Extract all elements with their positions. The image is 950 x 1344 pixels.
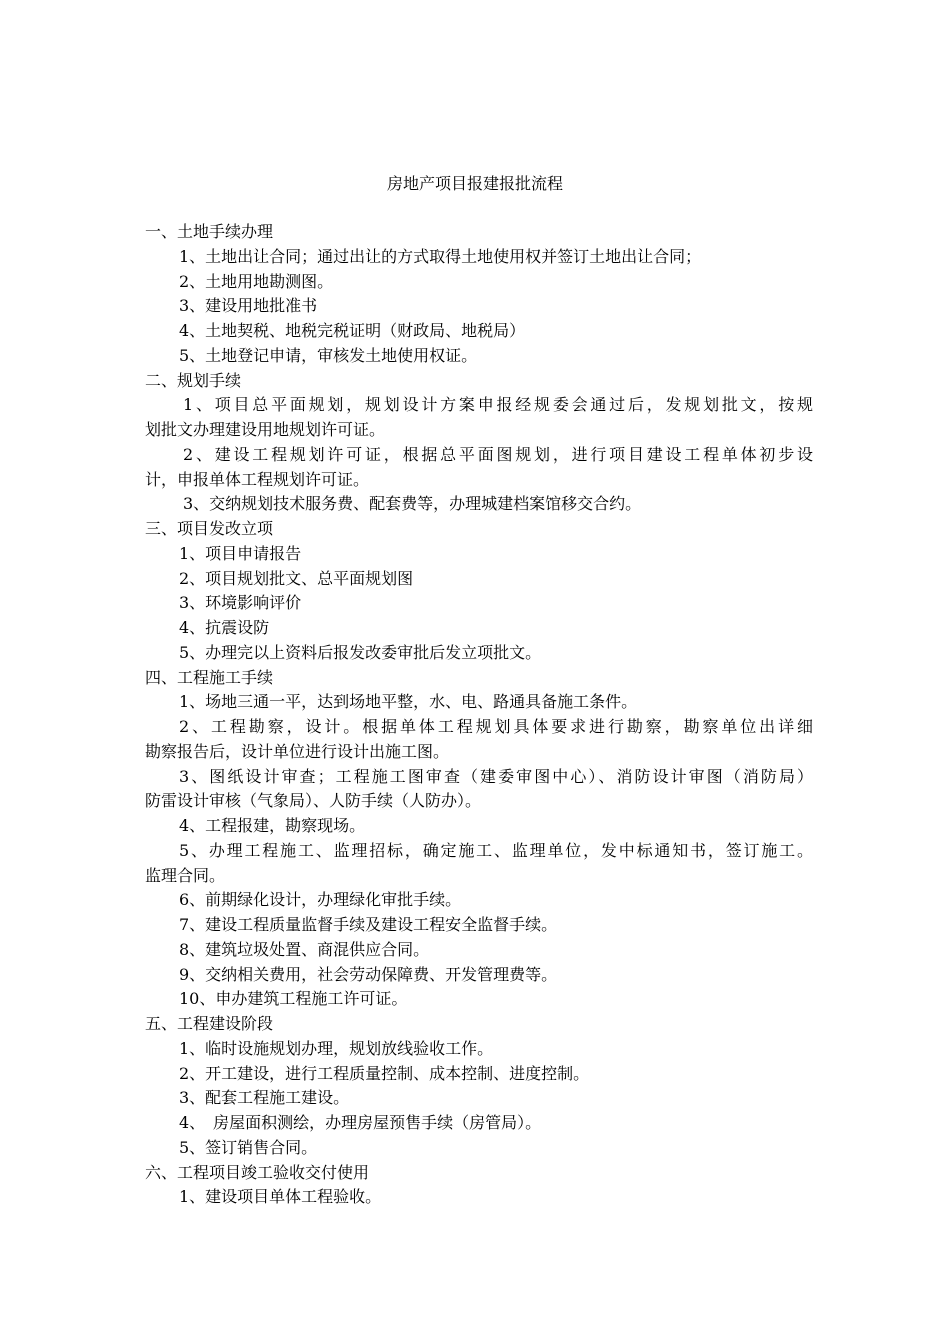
list-item: 1、建设项目单体工程验收。 (179, 1187, 382, 1207)
section-heading: 五、工程建设阶段 (145, 1014, 274, 1033)
list-item: 4、 房屋面积测绘，办理房屋预售手续（房管局）。 (179, 1113, 542, 1132)
list-item: 5、土地登记申请，审核发土地使用权证。 (179, 345, 478, 365)
section-heading: 四、工程施工手续 (145, 667, 274, 687)
list-item: 8、建筑垃圾处置、商混供应合同。 (179, 939, 430, 959)
list-item: 3、环境影响评价 (179, 593, 302, 613)
list-item: 9、交纳相关费用，社会劳动保障费、开发管理费等。 (179, 964, 558, 984)
list-item: 7、建设工程质量监督手续及建设工程安全监督手续。 (179, 915, 558, 934)
list-item: 10、申办建筑工程施工许可证。 (179, 989, 408, 1009)
list-item: 1、场地三通一平，达到场地平整，水、电、路通具备施工条件。 (179, 692, 638, 712)
list-item: 2、项目规划批文、总平面规划图 (179, 568, 414, 588)
list-item: 2、开工建设，进行工程质量控制、成本控制、进度控制。 (179, 1063, 590, 1083)
list-item: 4、抗震设防 (179, 618, 270, 637)
list-item: 4、土地契税、地税完税证明（财政局、地税局） (179, 321, 526, 340)
list-item-continuation: 勘察报告后，设计单位进行设计出施工图。 (145, 741, 450, 761)
list-item: 1、项目申请报告 (179, 543, 302, 563)
list-item: 5、办理工程施工、监理招标，确定施工、监理单位，发中标通知书，签订施工。 (179, 840, 813, 860)
section-heading: 三、项目发改立项 (145, 519, 274, 538)
section-heading: 六、工程项目竣工验收交付使用 (145, 1162, 370, 1182)
list-item-continuation: 防雷设计审核（气象局）、人防手续（人防办）。 (145, 791, 482, 811)
list-item: 5、办理完以上资料后报发改委审批后发立项批文。 (179, 642, 542, 662)
list-item: 2、建设工程规划许可证，根据总平面图规划，进行项目建设工程单体初步设 (183, 444, 813, 464)
list-item-continuation: 监理合同。 (145, 865, 226, 885)
list-item: 2、工程勘察，设计。根据单体工程规划具体要求进行勘察，勘察单位出详细 (179, 717, 813, 736)
list-item: 1、土地出让合同；通过出让的方式取得土地使用权并签订土地出让合同； (179, 246, 702, 266)
section-heading: 二、规划手续 (145, 370, 242, 390)
list-item: 3、图纸设计审查；工程施工图审查（建委审图中心）、消防设计审图（消防局） (179, 766, 813, 786)
list-item: 3、交纳规划技术服务费、配套费等，办理城建档案馆移交合约。 (183, 494, 642, 514)
list-item: 4、工程报建，勘察现场。 (179, 816, 366, 835)
list-item: 3、建设用地批准书 (179, 296, 318, 316)
document-body (145, 220, 813, 1210)
list-item-continuation: 计，申报单体工程规划许可证。 (145, 469, 370, 489)
document-title: 房地产项目报建报批流程 (386, 174, 563, 193)
list-item: 5、签订销售合同。 (179, 1137, 318, 1157)
list-item: 1、临时设施规划办理，规划放线验收工作。 (179, 1038, 494, 1058)
list-item: 1、项目总平面规划，规划设计方案申报经规委会通过后，发规划批文，按规 (183, 395, 813, 415)
list-item: 2、土地用地勘测图。 (179, 271, 334, 291)
list-item: 6、前期绿化设计，办理绿化审批手续。 (179, 890, 462, 910)
list-item-continuation: 划批文办理建设用地规划许可证。 (145, 420, 386, 439)
list-item: 3、配套工程施工建设。 (179, 1088, 350, 1108)
section-heading: 一、土地手续办理 (145, 222, 274, 241)
